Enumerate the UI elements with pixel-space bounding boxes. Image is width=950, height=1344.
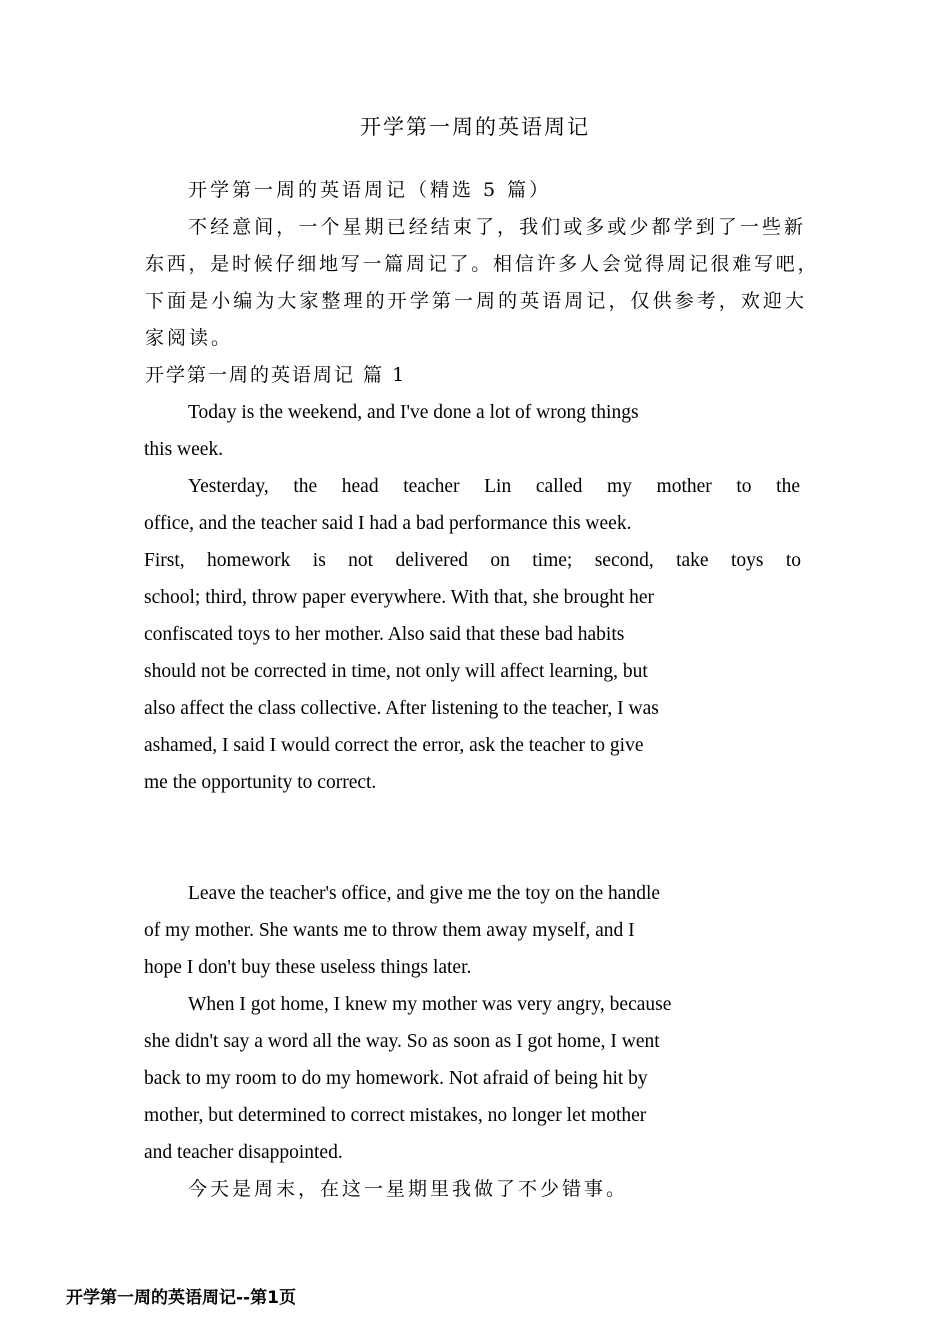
intro-line: 家阅读。: [145, 327, 234, 349]
text-line: Today is the weekend, and I've done a lot of wrong things: [188, 402, 639, 423]
text-line: of my mother. She wants me to throw them away myself, and I: [144, 920, 635, 941]
text-line: First, homework is not delivered on time; second, take toys to: [144, 550, 801, 571]
text-line: confiscated toys to her mother. Also said that these bad habits: [144, 624, 625, 645]
text-line: this week.: [144, 439, 224, 460]
text-line: ashamed, I said I would correct the error, ask the teacher to give: [144, 735, 644, 756]
text-line: and teacher disappointed.: [144, 1142, 343, 1163]
text-line: me the opportunity to correct.: [144, 772, 377, 793]
text-line: also affect the class collective. After listening to the teacher, I was: [144, 698, 659, 719]
text-line: school; third, throw paper everywhere. With that, she brought her: [144, 587, 655, 608]
text-line: When I got home, I knew my mother was very angry, because: [188, 994, 672, 1015]
document-title: 开学第一周的英语周记: [360, 115, 590, 139]
page-footer: 开学第一周的英语周记--第1页: [66, 1288, 296, 1308]
subtitle: 开学第一周的英语周记（精选 5 篇）: [188, 179, 552, 201]
text-line: back to my room to do my homework. Not afraid of being hit by: [144, 1068, 648, 1089]
text-line: Yesterday, the head teacher Lin called my mother to the: [188, 476, 800, 497]
chinese-closing-line: 今天是周末，在这一星期里我做了不少错事。: [188, 1178, 629, 1200]
section-heading: 开学第一周的英语周记 篇 1: [145, 364, 407, 386]
text-line: Leave the teacher's office, and give me the toy on the handle: [188, 883, 661, 904]
intro-line: 下面是小编为大家整理的开学第一周的英语周记，仅供参考，欢迎大: [145, 290, 807, 312]
intro-line: 不经意间，一个星期已经结束了，我们或多或少都学到了一些新: [188, 216, 806, 238]
text-line: mother, but determined to correct mistakes, no longer let mother: [144, 1105, 647, 1126]
text-line: office, and the teacher said I had a bad performance this week.: [144, 513, 632, 534]
intro-line: 东西，是时候仔细地写一篇周记了。相信许多人会觉得周记很难写吧，: [145, 253, 818, 275]
text-line: she didn't say a word all the way. So as soon as I got home, I went: [144, 1031, 660, 1052]
text-line: hope I don't buy these useless things later.: [144, 957, 472, 978]
text-line: should not be corrected in time, not only will affect learning, but: [144, 661, 648, 682]
